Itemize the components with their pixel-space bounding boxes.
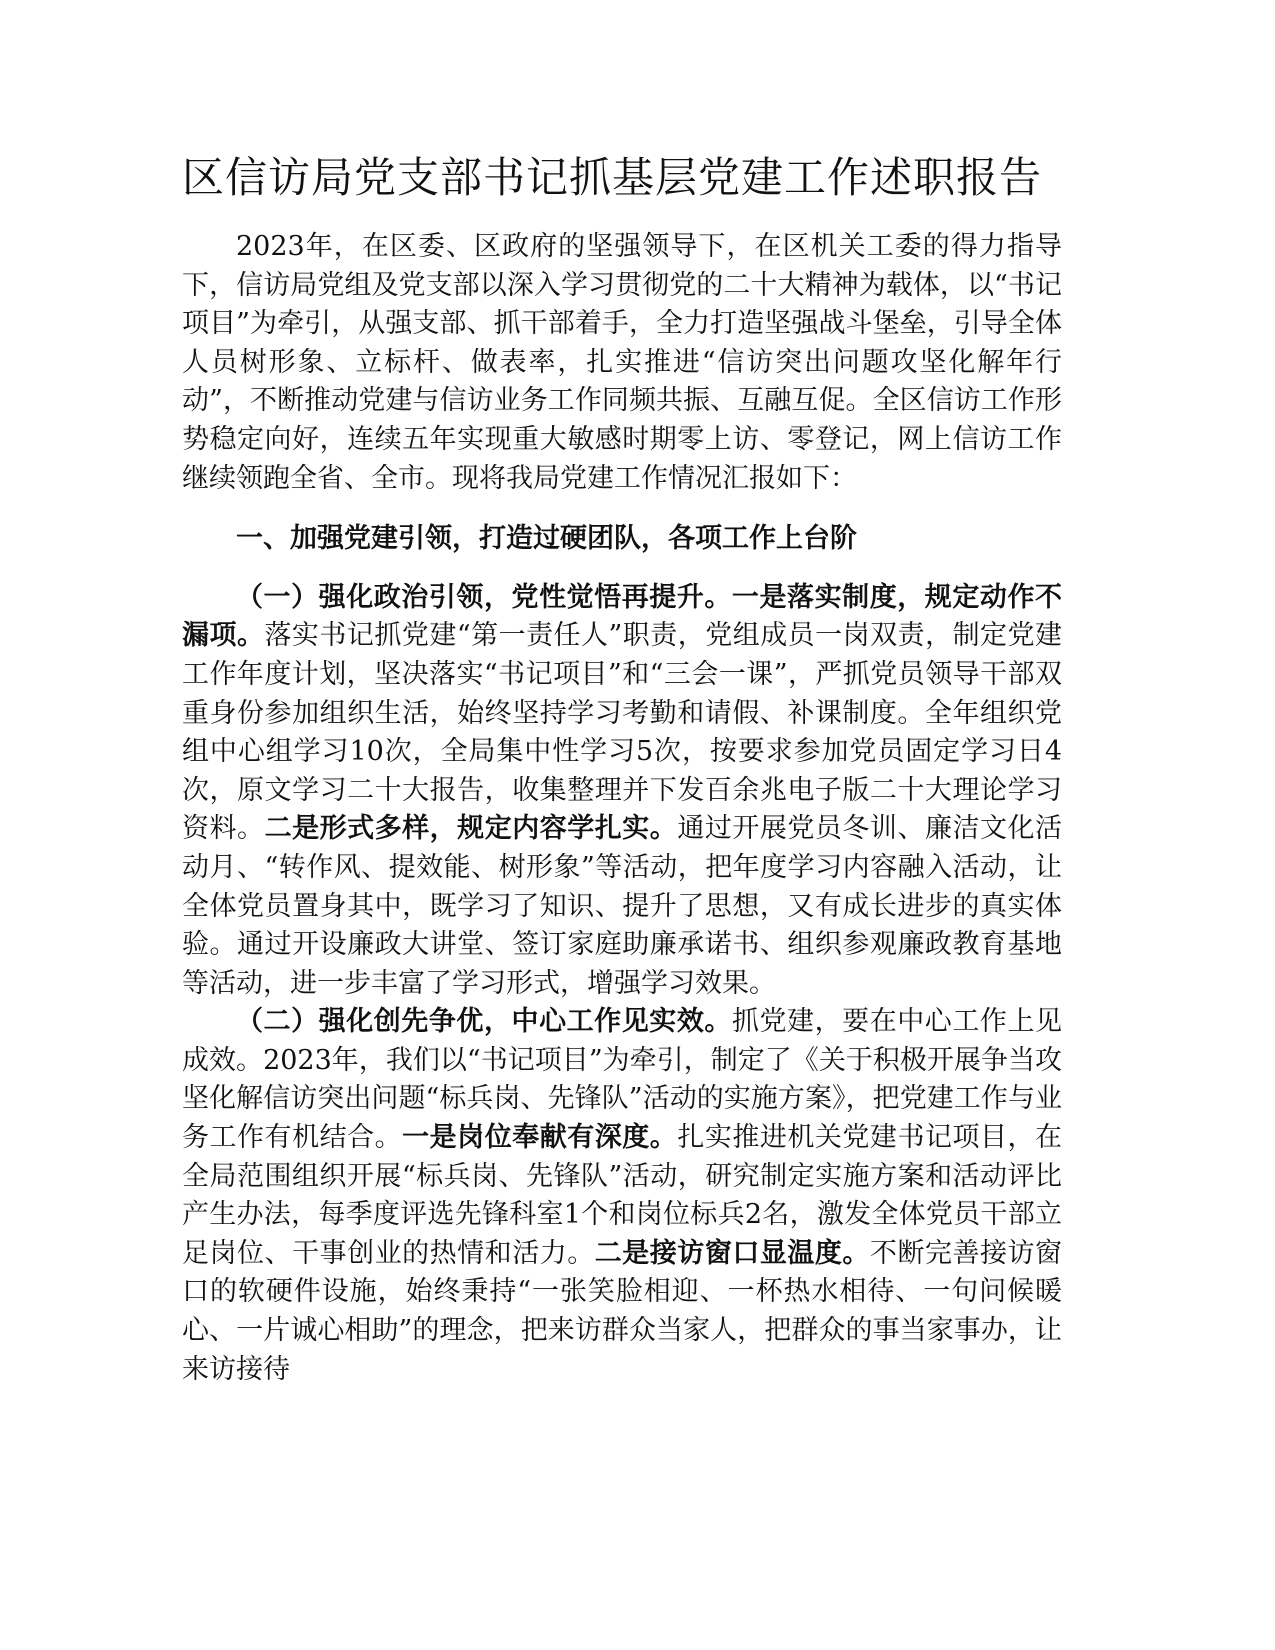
subsection-2-point-2: 二是接访窗口显温度。 [594,1237,870,1269]
subsection-2-paragraph [182,1003,1062,1389]
intro-paragraph: 2023年，在区委、区政府的坚强领导下，在区机关工委的得力指导下，信访局党组及党支部以深入学习贯彻党的二十大精神为载体，以“书记项目”为牵引，从强支部、抓干部着手，全力打造坚强战斗堡垒，引导全体人员树形象、立标杆、做表率，扎实推进“信访突出问题攻坚化解年行动”，不断推动党建与信访业务工作同频共振、互融互促。全区信访工作形势稳定向好，连续五年实现重大敏感时期零上访、零登记，网上信访工作继续领跑全省、全市。现将我局党建工作情况汇报如下： [182,231,1062,494]
subsection-1-paragraph [182,579,1062,1004]
section-heading-1: 一、加强党建引领，打造过硬团队，各项工作上台阶 [236,523,857,555]
subsection-1-text-2: 通过开展党员冬训、廉洁文化活动月、“转作风、提效能、树形象”等活动，把年度学习内容融入活动，让全体党员置身其中，既学习了知识、提升了思想，又有成长进步的真实体验。通过开设廉政大讲堂、签订家庭助廉承诺书、组织参观廉政教育基地等活动，进一步丰富了学习形式，增强学习效果。 [182,813,1063,999]
document-page [182,150,1062,1389]
subsection-2-point-1: 一是岗位奉献有深度。 [402,1122,678,1154]
subsection-2-lead: （二）强化创先争优，中心工作见实效。 [236,1006,732,1038]
subsection-1-lead: （一）强化政治引领，党性觉悟再提升。一是落实制度，规定动作不漏项。 [182,581,1062,652]
subsection-1-text-1: 落实书记抓党建“第一责任人”职责，党组成员一岗双责，制定党建工作年度计划，坚决落实“书记项目”和“三会一课”，严抓党员领导干部双重身份参加组织生活，始终坚持学习考勤和请假、补课制度。全年组织党组中心组学习10次，全局集中性学习5次，按要求参加党员固定学习日4次，原文学习二十大报告，收集整理并下发百余兆电子版二十大理论学习资料。 [182,620,1063,845]
subsection-2-text-1: 抓党建，要在中心工作上见成效。2023年，我们以“书记项目”为牵引，制定了《关于积极开展争当攻坚化解信访突出问题“标兵岗、先锋队”活动的实施方案》，把党建工作与业务工作有机结合。 [182,1006,1063,1154]
subsection-2-text-3: 不断完善接访窗口的软硬件设施，始终秉持“一张笑脸相迎、一杯热水相待、一句问候暖心、一片诚心相助”的理念，把来访群众当家人，把群众的事当家事办，让来访接待 [182,1237,1063,1385]
document-title: 区信访局党支部书记抓基层党建工作述职报告 [182,153,1043,202]
subsection-1-point-2: 二是形式多样，规定内容学扎实。 [264,813,678,845]
subsection-2-text-2: 扎实推进机关党建书记项目，在全局范围组织开展“标兵岗、先锋队”活动，研究制定实施方案和活动评比产生办法，每季度评选先锋科室1个和岗位标兵2名，激发全体党员干部立足岗位、干事创业的热情和活力。 [182,1122,1063,1269]
